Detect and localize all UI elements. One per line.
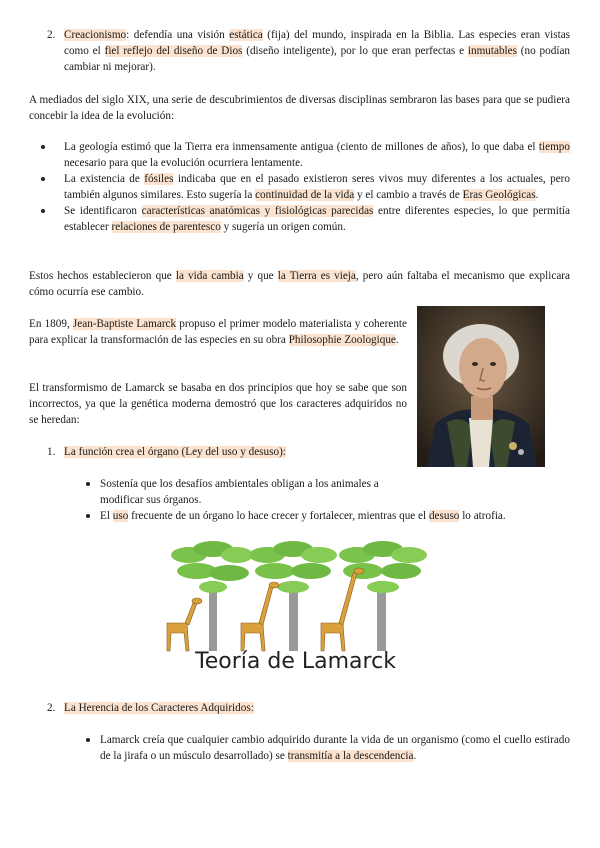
creacionismo-item bbox=[47, 27, 570, 75]
text-span: y sugería un origen común. bbox=[220, 221, 346, 233]
item-number: 2. bbox=[47, 702, 56, 714]
text-span: La geología estimó que la Tierra era inmensamente antigua (ciento de millones de años), lo que daba el bbox=[64, 141, 539, 153]
highlight-caracteristicas: características anatómicas y fisiológicas parecidas bbox=[141, 205, 374, 217]
lamarck-principles-paragraph: El transformismo de Lamarck se basaba en dos principios que hoy se sabe que son incorrectos, ya que la genética moderna demostró que los caracteres adquiridos no se heredan: bbox=[29, 382, 407, 426]
text-span: indicaba que en el pasado existieron seres vivos muy diferentes a los actuales, pero también algunos similares. Esto sugería la bbox=[64, 173, 570, 201]
text-span: propuso el primer modelo materialista y coherente para explicar la transformación de las especies en su obra bbox=[29, 318, 407, 346]
text-span: La existencia de bbox=[64, 173, 145, 185]
lamarck-giraffe-figure bbox=[157, 541, 434, 681]
principle1-title: La función crea el órgano (Ley del uso y desuso): bbox=[64, 446, 286, 458]
item-number: 2. bbox=[47, 29, 56, 41]
text-span: . bbox=[413, 750, 417, 762]
text-span: necesario para que la evolución ocurriera lentamente. bbox=[64, 157, 303, 169]
lamarck-portrait bbox=[417, 306, 545, 467]
bullet-icon bbox=[86, 514, 90, 518]
text-span: y el cambio a través de bbox=[354, 189, 463, 201]
text-span: entre diferentes especies, lo que permitía establecer bbox=[64, 205, 571, 233]
list-item bbox=[64, 171, 570, 203]
text-span: Lamarck creía que cualquier cambio adquirido durante la vida de un organismo (como el cuello estirado de la jirafa o un músculo desarrollado) se bbox=[100, 734, 570, 762]
principle1-heading bbox=[47, 444, 407, 460]
conclusion-paragraph bbox=[29, 268, 570, 300]
highlight-desuso: desuso bbox=[428, 510, 460, 522]
highlight-inmutables: inmutables bbox=[467, 45, 517, 57]
bullet-icon bbox=[41, 145, 45, 149]
highlight-tierra-vieja: la Tierra es vieja bbox=[277, 270, 356, 282]
text-span: . bbox=[395, 334, 399, 346]
list-item bbox=[100, 732, 570, 764]
bullet-icon bbox=[86, 738, 90, 742]
text-span: . bbox=[535, 189, 539, 201]
discoveries-list bbox=[64, 139, 570, 235]
text-span: Sostenía que los desafíos ambientales obligan a los animales a modificar sus órganos. bbox=[100, 478, 379, 506]
highlight-uso: uso bbox=[112, 510, 129, 522]
lamarck-intro-paragraph bbox=[29, 316, 407, 348]
text-span: El bbox=[100, 510, 113, 522]
principle2-title: La Herencia de los Caracteres Adquiridos: bbox=[64, 702, 254, 714]
bullet-icon bbox=[41, 177, 45, 181]
text-span: Estos hechos establecieron que bbox=[29, 270, 176, 282]
highlight-transmitia: transmitía a la descendencia bbox=[287, 750, 414, 762]
list-item bbox=[100, 476, 410, 508]
item-number: 1. bbox=[47, 446, 56, 458]
text-span: , pero aún faltaba el mecanismo que explicara cómo ocurría ese cambio. bbox=[29, 270, 570, 298]
list-item bbox=[100, 508, 570, 524]
highlight-parentesco: relaciones de parentesco bbox=[111, 221, 221, 233]
text-span: : defendía una visión bbox=[126, 29, 230, 41]
creacionismo-text bbox=[64, 27, 570, 75]
text-span: Se identificaron bbox=[64, 205, 142, 217]
highlight-creacionismo: Creacionismo bbox=[64, 29, 127, 41]
highlight-philosophie: Philosophie Zoologique bbox=[288, 334, 396, 346]
principle1-list bbox=[100, 476, 570, 524]
figure-caption: Teoría de Lamarck bbox=[195, 649, 396, 674]
highlight-eras: Eras Geológicas bbox=[462, 189, 536, 201]
principle2-heading bbox=[47, 700, 407, 716]
text-span: lo atrofia. bbox=[459, 510, 506, 522]
principle2-list bbox=[100, 732, 570, 764]
text-span: frecuente de un órgano lo hace crecer y fortalecer, mientras que el bbox=[128, 510, 429, 522]
bullet-icon bbox=[41, 209, 45, 213]
text-span: (fija) del mundo, inspirada en la Biblia. Las especies eran vistas como el bbox=[64, 29, 571, 57]
highlight-fosiles: fósiles bbox=[144, 173, 174, 185]
bullet-icon bbox=[86, 482, 90, 486]
highlight-diseno-dios: fiel reflejo del diseño de Dios bbox=[104, 45, 243, 57]
highlight-tiempo: tiempo bbox=[538, 141, 570, 153]
text-span: y que bbox=[243, 270, 278, 282]
intro-paragraph: A mediados del siglo XIX, una serie de descubrimientos de diversas disciplinas sembraron las bases para que se pudiera concebir la idea de la evolución: bbox=[29, 94, 570, 122]
portrait-illustration bbox=[417, 306, 545, 467]
list-item bbox=[64, 139, 570, 171]
list-item bbox=[64, 203, 570, 235]
highlight-lamarck: Jean-Baptiste Lamarck bbox=[72, 318, 177, 330]
text-span: En 1809, bbox=[29, 318, 73, 330]
text-span: (diseño inteligente), por lo que eran perfectas e bbox=[242, 45, 468, 57]
highlight-continuidad: continuidad de la vida bbox=[255, 189, 355, 201]
text-span: (no podían cambiar ni mejorar). bbox=[64, 45, 571, 73]
highlight-vida-cambia: la vida cambia bbox=[175, 270, 244, 282]
highlight-estatica: estática bbox=[229, 29, 263, 41]
